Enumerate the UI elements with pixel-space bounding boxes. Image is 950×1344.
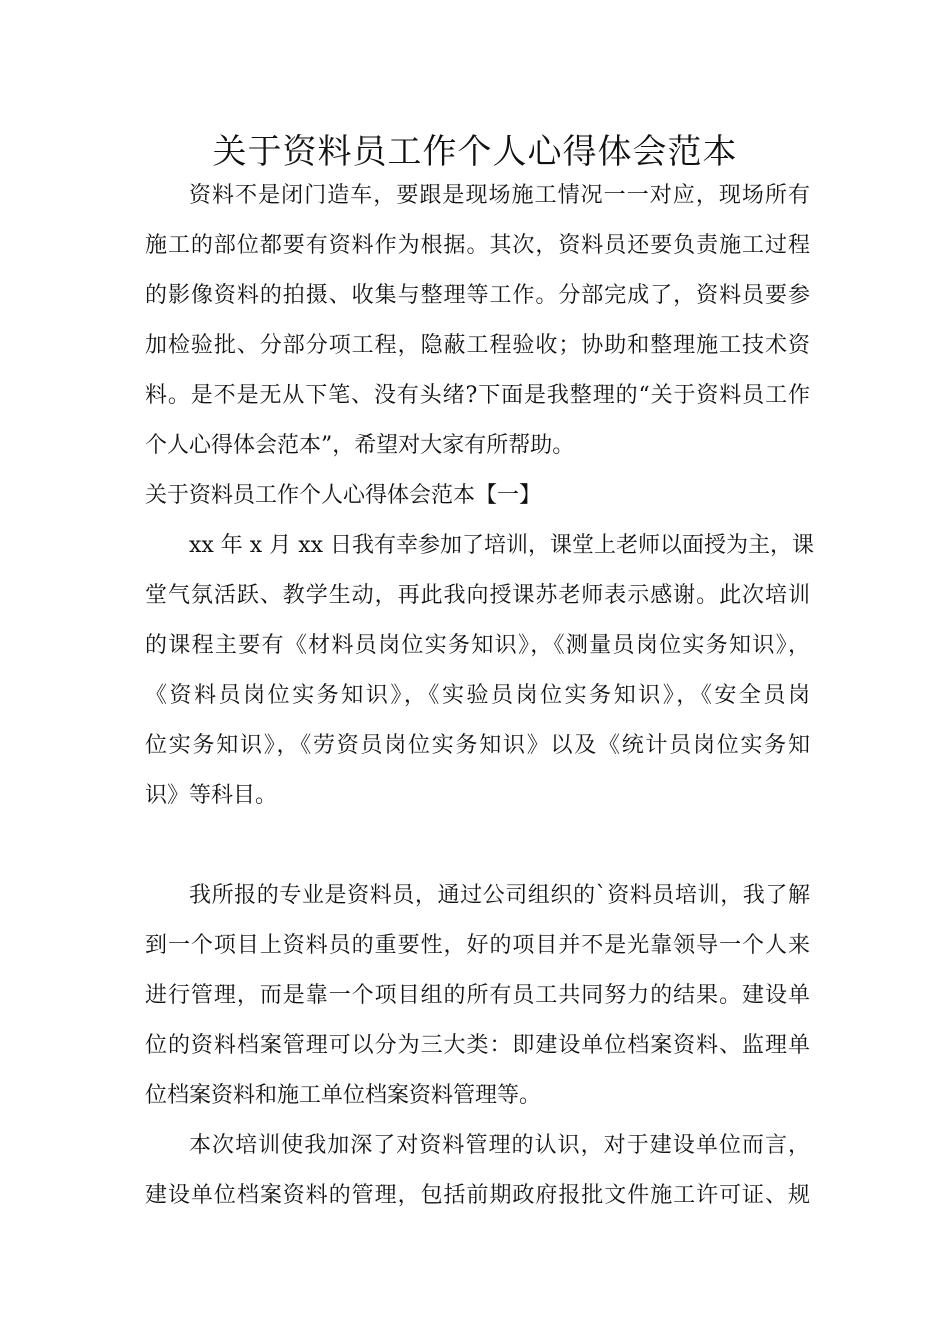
paragraph-line: 到一个项目上资料员的重要性，好的项目并不是光靠领导一个人来	[145, 933, 810, 958]
paragraph-line: 堂气氛活跃、教学生动，再此我向授课苏老师表示感谢。此次培训	[145, 583, 810, 608]
paragraph-line: 加检验批、分部分项工程，隐蔽工程验收；协助和整理施工技术资	[145, 333, 810, 358]
paragraph-line: 料。是不是无从下笔、没有头绪?下面是我整理的“关于资料员工作	[145, 383, 810, 408]
paragraph-line: 个人心得体会范本”，希望对大家有所帮助。	[145, 433, 575, 458]
paragraph-line: 建设单位档案资料的管理，包括前期政府报批文件施工许可证、规	[145, 1183, 810, 1208]
paragraph-line: 进行管理，而是靠一个项目组的所有员工共同努力的结果。建设单	[145, 983, 810, 1008]
paragraph-line: 《资料员岗位实务知识》，《实验员岗位实务知识》，《安全员岗	[145, 683, 810, 708]
paragraph-line: 位实务知识》，《劳资员岗位实务知识》以及《统计员岗位实务知	[145, 733, 810, 758]
paragraph-line: 位的资料档案管理可以分为三大类：即建设单位档案资料、监理单	[145, 1033, 810, 1058]
paragraph-line: 的影像资料的拍摄、收集与整理等工作。分部完成了，资料员要参	[145, 283, 810, 308]
paragraph-line: 关于资料员工作个人心得体会范本【一】	[145, 483, 542, 508]
paragraph-line: 识》等科目。	[145, 783, 278, 808]
paragraph-line: 的课程主要有《材料员岗位实务知识》，《测量员岗位实务知识》，	[145, 633, 810, 658]
paragraph-line: 本次培训使我加深了对资料管理的认识，对于建设单位而言，	[189, 1133, 810, 1158]
paragraph-line: 施工的部位都要有资料作为根据。其次，资料员还要负责施工过程	[145, 233, 810, 258]
paragraph-line: 我所报的专业是资料员，通过公司组织的`资料员培训，我了解	[189, 883, 810, 908]
paragraph-line: 资料不是闭门造车，要跟是现场施工情况一一对应，现场所有	[189, 183, 810, 208]
paragraph-line: xx 年 x 月 xx 日我有幸参加了培训，课堂上老师以面授为主，课	[189, 533, 815, 558]
paragraph-line: 位档案资料和施工单位档案资料管理等。	[145, 1083, 542, 1108]
document-title: 关于资料员工作个人心得体会范本	[212, 132, 738, 172]
